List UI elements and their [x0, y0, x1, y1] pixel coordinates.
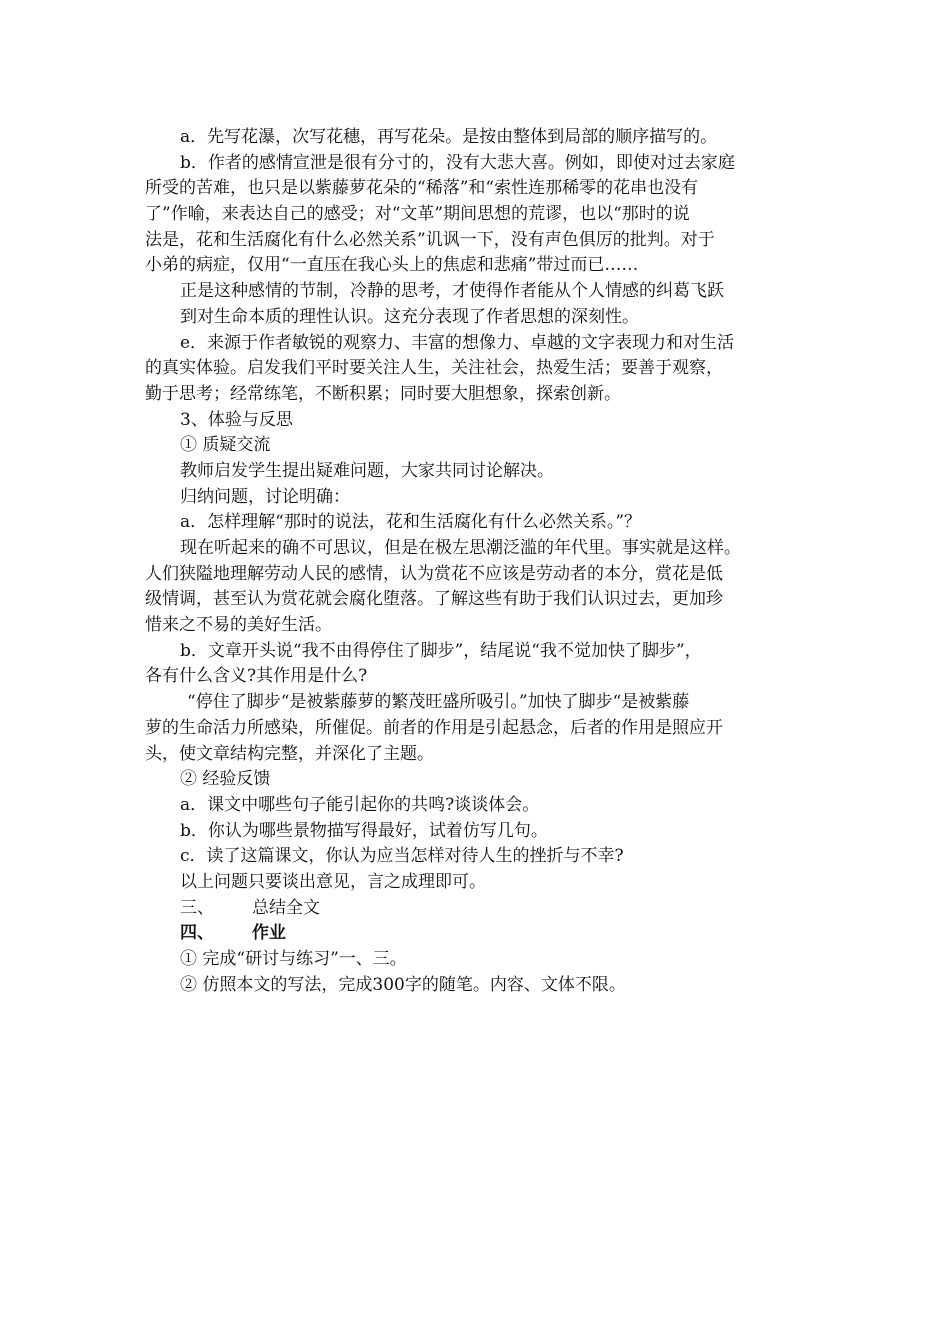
text-line: 勤于思考；经常练笔，不断积累；同时要大胆想象，探索创新。: [145, 383, 621, 404]
text-line: 了”作喻，来表达自己的感受；对“文革”期间思想的荒谬，也以“那时的说: [145, 204, 690, 225]
text-line: a．课文中哪些句子能引起你的共鸣?谈谈体会。: [180, 794, 540, 815]
text-line: “停住了脚步“是被紫藤萝的繁茂旺盛所吸引。”加快了脚步“是被紫藤: [187, 692, 690, 713]
text-line: ① 质疑交流: [180, 435, 271, 456]
section-heading-homework: [145, 921, 815, 947]
text-line: b．你认为哪些景物描写得最好，试着仿写几句。: [180, 820, 548, 841]
section-heading-summary: [145, 896, 815, 922]
text-line: 各有什么含义?其作用是什么?: [145, 666, 368, 687]
text-line: a．怎样理解“那时的说法，花和生活腐化有什么必然关系。”？: [180, 512, 642, 533]
text-line: 萝的生命活力所感染，所催促。前者的作用是引起悬念，后者的作用是照应开: [145, 717, 723, 738]
text-line: 正是这种感情的节制，冷静的思考，才使得作者能从个人情感的纠葛飞跃: [180, 281, 724, 302]
text-line: 人们狭隘地理解劳动人民的感情，认为赏花不应该是劳动者的本分，赏花是低: [145, 563, 723, 584]
text-line: 的真实体验。启发我们平时要关注人生，关注社会，热爱生活；要善于观察，: [145, 358, 723, 379]
text-line: b．文章开头说“我不由得停住了脚步”，结尾说“我不觉加快了脚步”，: [180, 640, 702, 661]
text-line: 头，使文章结构完整，并深化了主题。: [145, 743, 434, 764]
text-line: 归纳问题，讨论明确：: [180, 486, 350, 507]
text-line: 到对生命本质的理性认识。这充分表现了作者思想的深刻性。: [180, 306, 639, 327]
text-line: ② 经验反馈: [180, 769, 271, 790]
section-number: 三、: [180, 897, 214, 918]
text-line: 现在听起来的确不可思议，但是在极左思潮泛滥的年代里。事实就是这样。: [180, 538, 741, 558]
section-title: 作业: [252, 923, 286, 944]
text-line: 法是，花和生活腐化有什么必然关系”讥讽一下，没有声色俱厉的批判。对于: [145, 229, 715, 250]
section-title: 总结全文: [252, 897, 320, 918]
section-number: 四、: [180, 923, 214, 944]
text-line: 教师启发学生提出疑难问题，大家共同讨论解决。: [180, 460, 554, 481]
text-line: c．读了这篇课文，你认为应当怎样对待人生的挫折与不幸?: [180, 846, 624, 867]
text-line: 级情调，甚至认为赏花就会腐化堕落。了解这些有助于我们认识过去，更加珍: [145, 589, 723, 610]
text-line: b．作者的感情宣泄是很有分寸的，没有大悲大喜。例如，即使对过去家庭: [180, 152, 735, 173]
homework-item: ② 仿照本文的写法，完成300字的随笔。内容、文体不限。: [180, 974, 626, 995]
text-line: 以上问题只要谈出意见，言之成理即可。: [180, 871, 486, 892]
text-line: e．来源于作者敏锐的观察力、丰富的想像力、卓越的文字表现力和对生活: [180, 332, 735, 353]
document-body: [145, 125, 815, 896]
text-line: a．先写花瀑，次写花穗，再写花朵。是按由整体到局部的顺序描写的。: [180, 127, 718, 147]
text-line: 惜来之不易的美好生活。: [145, 615, 332, 636]
document-page: [145, 125, 815, 998]
text-line: 小弟的病症，仅用“一直压在我心头上的焦虑和悲痛”带过而已……: [145, 255, 639, 276]
homework-item: ① 完成“研讨与练习”一、三。: [180, 949, 407, 969]
text-line: 所受的苦难，也只是以紫藤萝花朵的“稀落”和“索性连那稀零的花串也没有: [145, 178, 699, 199]
text-line: 3、体验与反思: [180, 409, 293, 430]
